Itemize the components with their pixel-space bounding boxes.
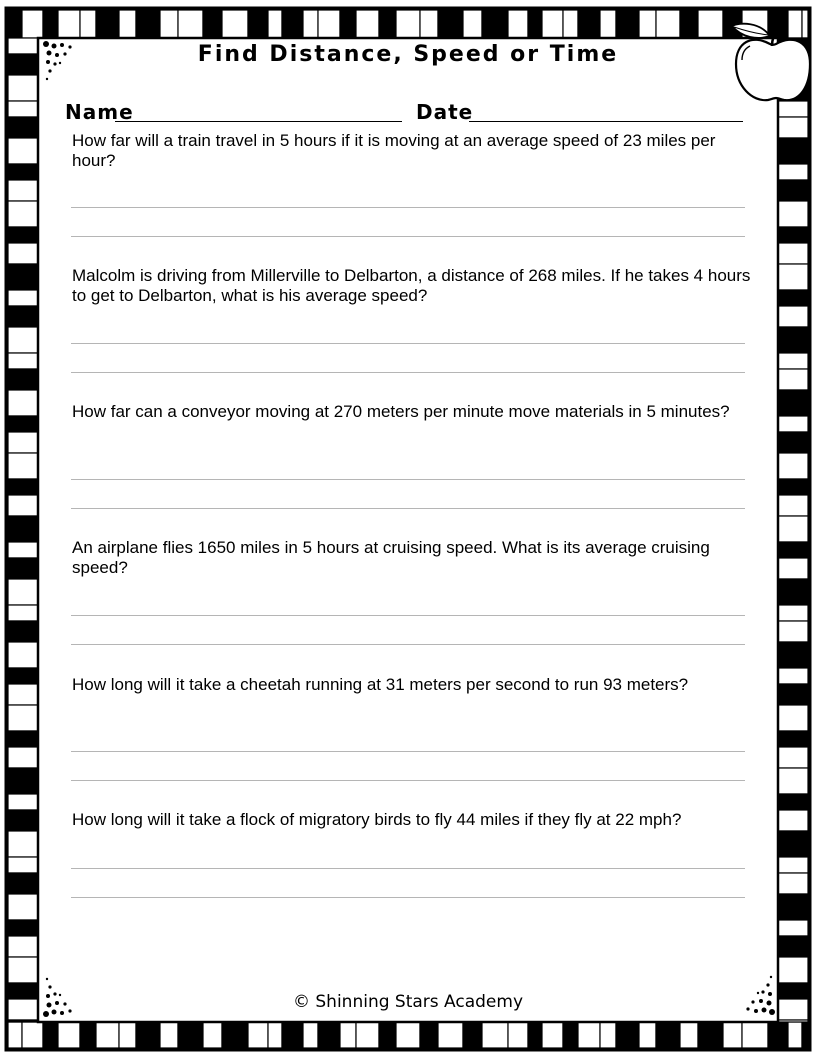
answer-line[interactable] (71, 372, 745, 373)
date-field-line[interactable] (469, 121, 743, 122)
question-1: How far will a train travel in 5 hours if it is moving at an average speed of 23 miles per hour? (72, 131, 716, 170)
answer-line[interactable] (71, 615, 745, 616)
answer-line[interactable] (71, 751, 745, 752)
name-field-line[interactable] (115, 121, 402, 122)
answer-line[interactable] (71, 207, 745, 208)
question-2: Malcolm is driving from Millerville to Delbarton, a distance of 268 miles. If he takes 4 hours to get to Delbarton, what is his average speed? (72, 266, 751, 305)
question-6: How long will it take a flock of migratory birds to fly 44 miles if they fly at 22 mph? (72, 810, 682, 829)
answer-line[interactable] (71, 868, 745, 869)
answer-line[interactable] (71, 479, 745, 480)
copyright-footer: © Shinning Stars Academy (292, 992, 524, 1012)
answer-line[interactable] (71, 780, 745, 781)
worksheet-title: Find Distance, Speed or Time (197, 42, 619, 67)
answer-line[interactable] (71, 897, 745, 898)
name-label: Name (65, 100, 134, 124)
answer-line[interactable] (71, 236, 745, 237)
question-4: An airplane flies 1650 miles in 5 hours at cruising speed. What is its average cruising speed? (72, 538, 710, 577)
question-5: How long will it take a cheetah running at 31 meters per second to run 93 meters? (72, 675, 689, 694)
answer-line[interactable] (71, 644, 745, 645)
question-3: How far can a conveyor moving at 270 meters per minute move materials in 5 minutes? (72, 402, 730, 421)
answer-line[interactable] (71, 343, 745, 344)
answer-line[interactable] (71, 508, 745, 509)
date-label: Date (416, 100, 474, 124)
